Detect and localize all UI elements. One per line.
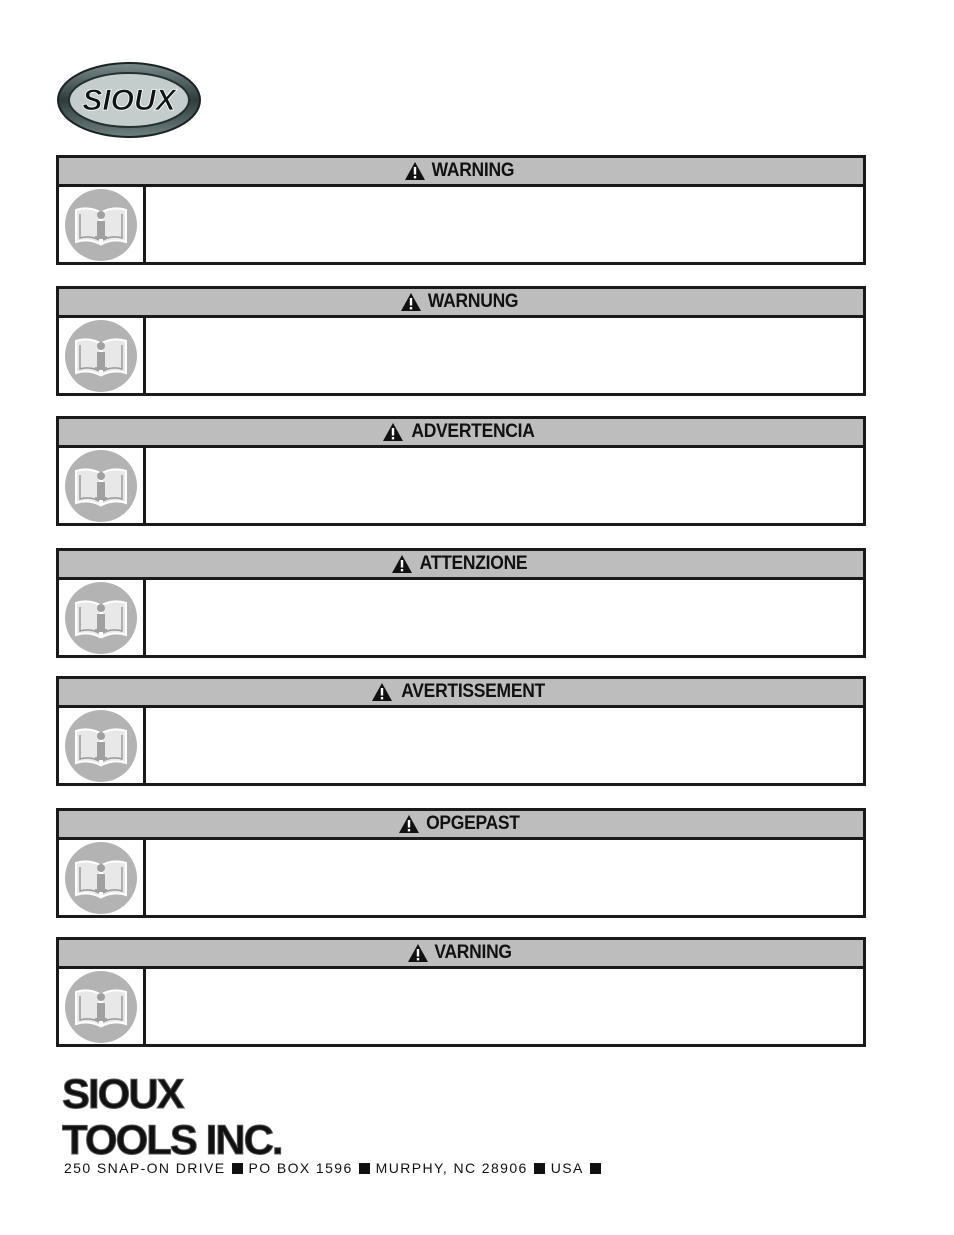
warning-text-area	[146, 580, 863, 655]
warning-box-advertencia	[56, 416, 866, 526]
warning-title: OPGEPAST	[426, 813, 520, 834]
warning-text-area	[146, 969, 863, 1044]
icon-cell	[59, 580, 146, 655]
warning-triangle-icon	[391, 554, 413, 574]
separator-square	[534, 1163, 545, 1174]
warning-box-warning	[56, 155, 866, 265]
company-address	[64, 1160, 607, 1176]
warning-text-area	[146, 187, 863, 262]
company-line1: SIOUX	[62, 1072, 183, 1117]
icon-cell	[59, 708, 146, 783]
sioux-logo	[56, 60, 202, 140]
icon-cell	[59, 969, 146, 1044]
separator-square	[232, 1163, 243, 1174]
manual-info-icon	[64, 319, 138, 393]
warning-title: AVERTISSEMENT	[401, 681, 545, 702]
address-city: MURPHY, NC 28906	[375, 1160, 528, 1176]
icon-cell	[59, 448, 146, 523]
warning-triangle-icon	[407, 943, 429, 963]
warning-header	[59, 289, 863, 318]
warning-header	[59, 419, 863, 448]
warning-triangle-icon	[371, 682, 393, 702]
sioux-tools-logo	[62, 1072, 362, 1158]
separator-square	[359, 1163, 370, 1174]
warning-triangle-icon	[400, 292, 422, 312]
manual-info-icon	[64, 841, 138, 915]
address-pobox: PO BOX 1596	[248, 1160, 353, 1176]
warning-box-varning	[56, 937, 866, 1047]
warning-text-area	[146, 318, 863, 393]
warning-header	[59, 551, 863, 580]
icon-cell	[59, 840, 146, 915]
warning-text-area	[146, 448, 863, 523]
company-line2: TOOLS INC.	[62, 1116, 282, 1158]
warning-box-opgepast	[56, 808, 866, 918]
address-street: 250 SNAP-ON DRIVE	[64, 1160, 226, 1176]
warning-box-attenzione	[56, 548, 866, 658]
icon-cell	[59, 187, 146, 262]
warning-title: WARNING	[431, 160, 515, 181]
manual-info-icon	[64, 709, 138, 783]
warning-triangle-icon	[382, 422, 404, 442]
warning-text-area	[146, 840, 863, 915]
warning-title: VARNING	[434, 942, 512, 963]
manual-info-icon	[64, 581, 138, 655]
warning-header	[59, 679, 863, 708]
warning-title: ATTENZIONE	[419, 553, 527, 574]
warning-title: WARNUNG	[427, 291, 519, 312]
manual-info-icon	[64, 449, 138, 523]
warning-box-warnung	[56, 286, 866, 396]
warning-header	[59, 158, 863, 187]
separator-square	[590, 1163, 601, 1174]
warning-text-area	[146, 708, 863, 783]
warning-triangle-icon	[398, 814, 420, 834]
manual-info-icon	[64, 970, 138, 1044]
logo-text: SIOUX	[82, 84, 176, 117]
warning-box-avertissement	[56, 676, 866, 786]
warning-header	[59, 811, 863, 840]
warning-header	[59, 940, 863, 969]
manual-info-icon	[64, 188, 138, 262]
warning-title: ADVERTENCIA	[411, 421, 535, 442]
icon-cell	[59, 318, 146, 393]
address-country: USA	[550, 1160, 584, 1176]
warning-triangle-icon	[404, 161, 426, 181]
